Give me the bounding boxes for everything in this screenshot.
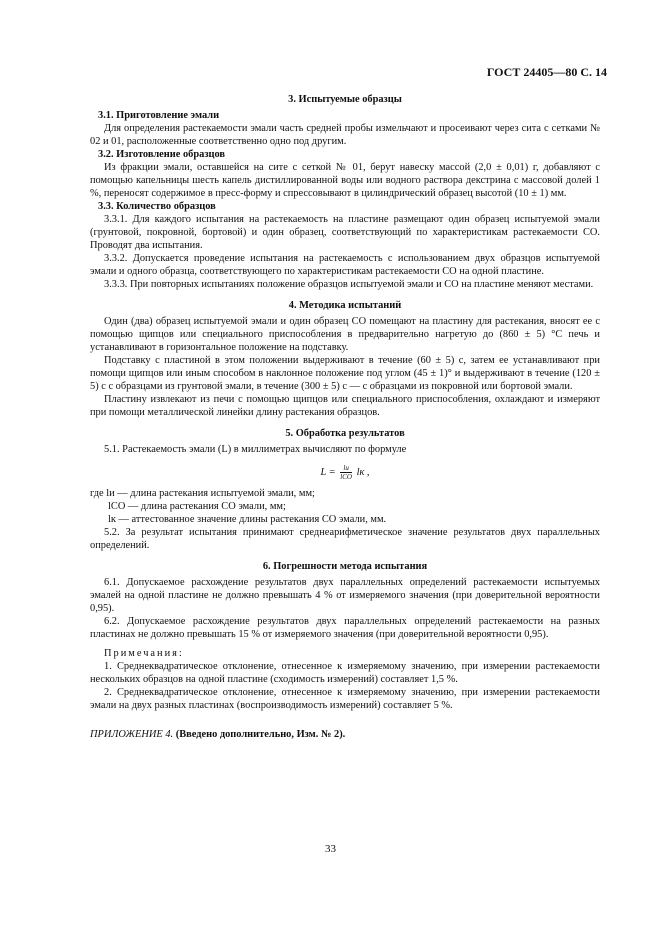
paragraph-4-1: Один (два) образец испытуемой эмали и один образец СО помещают на пластину для растекания, вносят ее с помощью щипцов или специального приспособления в предварительно нагретую до (860 ± 5) °С печь и устанавливают в горизонтальное положение на подставку. bbox=[90, 316, 600, 353]
paragraph-3-3-2: 3.3.2. Допускается проведение испытания на растекаемость с использованием двух образцов испытуемой эмали и одного образца, соответствующего по характеристикам растекаемости СО на одной пластине. bbox=[90, 253, 600, 277]
subsection-3-2-title: 3.2. Изготовление образцов bbox=[98, 149, 226, 160]
section-3-title: 3. Испытуемые образцы bbox=[288, 94, 402, 105]
legend-row: lСО — длина растекания СО эмали, мм; bbox=[108, 501, 286, 512]
formula-denominator: lСО bbox=[340, 473, 352, 481]
page-number: 33 bbox=[325, 843, 336, 855]
section-4-title: 4. Методика испытаний bbox=[288, 300, 402, 311]
note-2: 2. Среднеквадратическое отклонение, отнесенное к измеряемому значению, при измерении растекаемости эмали на двух разных пластинах (воспроизводимость измерений) составляет 5 %. bbox=[90, 687, 600, 711]
paragraph-4-2: Подставку с пластиной в этом положении выдерживают в течение (60 ± 5) с, затем ее устанавливают при помощи щипцов или иным способом в наклонное положение под углом (45 ± 1)° и выдерживают в течение (120 ± 5) с с образцами из грунтовой эмали, в течение (300 ± 5) с — с образцами из покровной или бортовой эмали. bbox=[90, 355, 600, 392]
appendix-text: (Введено дополнительно, Изм. № 2). bbox=[175, 729, 346, 740]
section-6-title: 6. Погрешности метода испытания bbox=[262, 561, 428, 572]
appendix-label: ПРИЛОЖЕНИЕ 4. bbox=[90, 729, 174, 740]
paragraph-3-2: Из фракции эмали, оставшейся на сите с сеткой № 01, берут навеску массой (2,0 ± 0,01) г, добавляют с помощью капельницы шесть капель дистиллированной воды или водного раствора декстрина с массовой долей 1 %, переносят содержимое в пресс-форму и спрессовывают в цилиндрический образец высотой (10 ± 1) мм. bbox=[90, 162, 600, 199]
subsection-3-1-title: 3.1. Приготовление эмали bbox=[98, 110, 220, 121]
formula-fraction bbox=[340, 464, 352, 481]
notes-title: Примечания: bbox=[104, 648, 184, 659]
formula-rhs: lк , bbox=[356, 466, 370, 478]
document-body bbox=[90, 93, 600, 741]
legend-row: где lи — длина растекания испытуемой эмали, мм; bbox=[90, 488, 315, 499]
paragraph-5-1: 5.1. Растекаемость эмали (L) в миллиметрах вычисляют по формуле bbox=[104, 444, 407, 455]
page-header: ГОСТ 24405—80 С. 14 bbox=[486, 65, 607, 79]
formula-numerator: lи bbox=[340, 464, 352, 473]
paragraph-3-1: Для определения растекаемости эмали часть средней пробы измельчают и просеивают через сита с сетками № 02 и 01, расположенные соответственно одно под другим. bbox=[90, 123, 600, 147]
appendix-note bbox=[90, 728, 600, 741]
paragraph-3-3-1: 3.3.1. Для каждого испытания на растекаемость на пластине размещают один образец испытуемой эмали (грунтовой, покровной, бортовой) и один образец, соответствующий по характеристикам растекаемости СО. Проводят два испытания. bbox=[90, 214, 600, 251]
paragraph-3-3-3: 3.3.3. При повторных испытаниях положение образцов испытуемой эмали и СО на пластине меняют местами. bbox=[104, 279, 594, 290]
formula-legend bbox=[90, 487, 600, 526]
subsection-3-3-title: 3.3. Количество образцов bbox=[98, 201, 216, 212]
paragraph-6-1: 6.1. Допускаемое расхождение результатов двух параллельных определений растекаемости испытуемых эмалей на одной пластине не должно превышать 4 % от измеряемого значения (при доверительной вероятности 0,95). bbox=[90, 577, 600, 614]
section-5-title: 5. Обработка результатов bbox=[285, 428, 405, 439]
paragraph-5-2: 5.2. За результат испытания принимают среднеарифметическое значение результатов двух параллельных определений. bbox=[90, 527, 600, 551]
note-1: 1. Среднеквадратическое отклонение, отнесенное к измеряемому значению, при измерении растекаемости нескольких образцов на одной пластине (сходимость измерений) составляет 1,5 %. bbox=[90, 661, 600, 685]
paragraph-4-3: Пластину извлекают из печи с помощью щипцов или специального приспособления, охлаждают и измеряют при помощи металлической линейки длину растекания образцов. bbox=[90, 394, 600, 418]
legend-row: lк — аттестованное значение длины растекания СО эмали, мм. bbox=[108, 514, 387, 525]
formula-lhs: L = bbox=[320, 466, 336, 478]
formula bbox=[90, 464, 600, 481]
paragraph-6-2: 6.2. Допускаемое расхождение результатов двух параллельных определений растекаемости на разных пластинах не должно превышать 15 % от измеряемого значения (при доверительной вероятности 0,95). bbox=[90, 616, 600, 640]
